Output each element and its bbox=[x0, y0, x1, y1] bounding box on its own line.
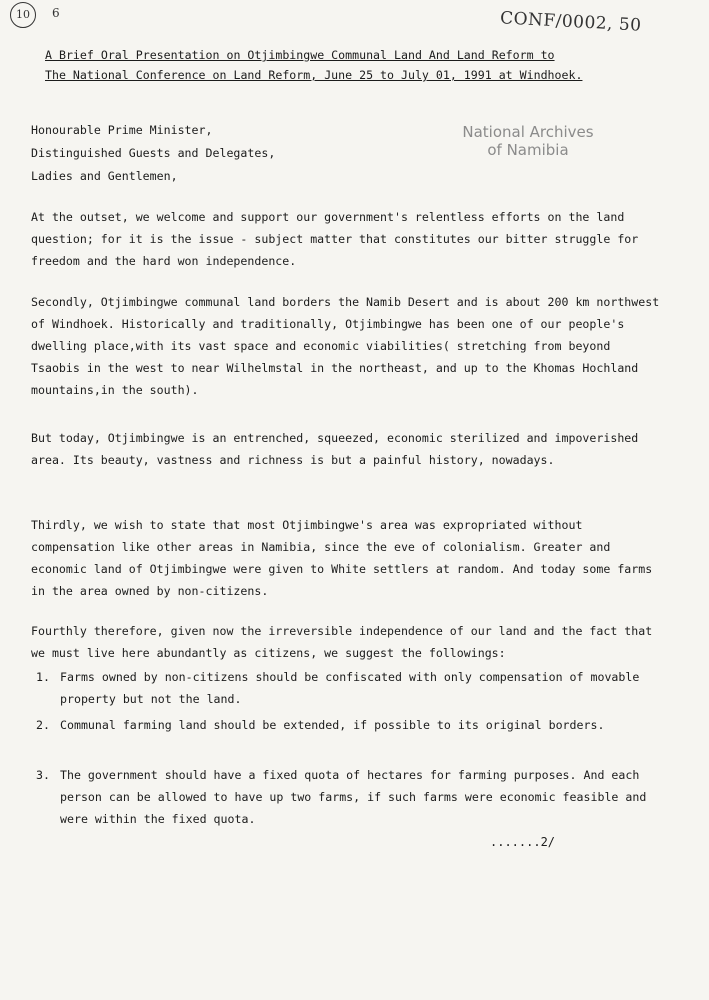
page-side-mark: 6 bbox=[52, 6, 60, 20]
salutation: Honourable Prime Minister, Distinguished Guests and Delegates, Ladies and Gentlemen, bbox=[31, 123, 276, 183]
stamp-line-1: National Archives bbox=[462, 123, 594, 141]
suggestion-item bbox=[36, 714, 656, 736]
suggestion-text: Communal farming land should be extended, if possible to its original borders. bbox=[60, 718, 605, 732]
archive-stamp bbox=[448, 123, 608, 159]
paragraph-fourthly: Fourthly therefore, given now the irreversible independence of our land and the fact that we must live here abundantly as citizens, we suggest the followings: bbox=[31, 624, 653, 660]
document-title bbox=[45, 45, 655, 85]
stamp-line-2: of Namibia bbox=[487, 141, 569, 159]
title-line-2: The National Conference on Land Reform, June 25 to July 01, 1991 at Windhoek. bbox=[45, 68, 583, 82]
continuation-marker: .......2/ bbox=[490, 835, 556, 849]
suggestion-item bbox=[36, 764, 656, 830]
archive-reference-mark: CONF/0002, 50 bbox=[499, 8, 642, 36]
title-line-1: A Brief Oral Presentation on Otjimbingwe Communal Land And Land Reform to bbox=[45, 48, 555, 62]
paragraph-thirdly: Thirdly, we wish to state that most Otjimbingwe's area was expropriated without compensation like other areas in Namibia, since the eve of colonialism. Greater and economic land of Otjimbingwe were given to White settlers at random. And today some farms in the area owned by non-citizens. bbox=[31, 518, 653, 598]
suggestion-number: 3. bbox=[36, 768, 50, 782]
suggestion-item bbox=[36, 666, 656, 710]
suggestion-number: 1. bbox=[36, 670, 50, 684]
suggestion-text: The government should have a fixed quota of hectares for farming purposes. And each person can be allowed to have up two farms, if such farms were economic feasible and were within the fixed quota. bbox=[60, 768, 647, 826]
paragraph-today: But today, Otjimbingwe is an entrenched, squeezed, economic sterilized and impoverished area. Its beauty, vastness and richness is but a painful history, nowadays. bbox=[31, 431, 639, 467]
page-number-mark: 10 bbox=[10, 2, 36, 28]
suggestion-number: 2. bbox=[36, 718, 50, 732]
paragraph-outset: At the outset, we welcome and support our government's relentless efforts on the land question; for it is the issue - subject matter that constitutes our bitter struggle for freedom and the hard won independence. bbox=[31, 210, 639, 268]
paragraph-secondly: Secondly, Otjimbingwe communal land borders the Namib Desert and is about 200 km northwest of Windhoek. Historically and traditionally, Otjimbingwe has been one of our people's dwelling place,with its vast space and economic viabilities( stretching from beyond Tsaobis in the west to near Wilhelmstal in the northeast, and up to the Khomas Hochland mountains,in the south). bbox=[31, 295, 660, 397]
suggestion-text: Farms owned by non-citizens should be confiscated with only compensation of movable property but not the land. bbox=[60, 670, 640, 706]
